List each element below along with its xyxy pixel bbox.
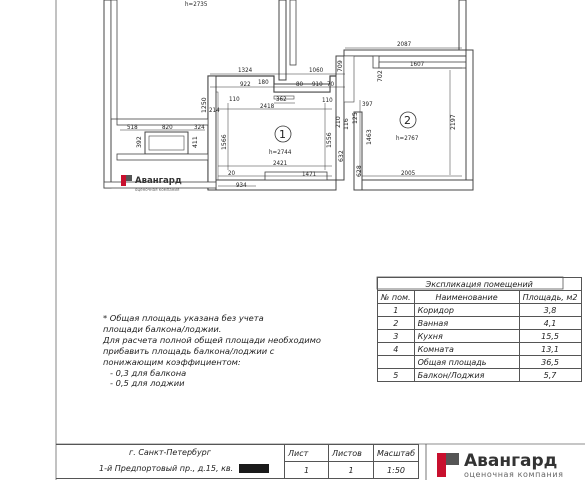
note-line: - 0,3 для балкона (110, 367, 187, 378)
dim-180: 180 (258, 79, 269, 86)
row-number: 3 (378, 330, 415, 343)
row-number (378, 356, 415, 369)
wall-bath-right (466, 50, 473, 190)
dim-922: 922 (240, 81, 251, 88)
logo-small-tagline: оценочная компания (135, 187, 180, 192)
note-line: Для расчета полной общей площади необходимо (103, 334, 322, 345)
dim-362: 362 (276, 96, 287, 103)
dim-2418: 2418 (260, 103, 275, 110)
dim-632: 632 (338, 150, 345, 162)
dim-80: 80 (296, 81, 304, 88)
table-row (378, 356, 582, 369)
dim-820: 820 (162, 124, 173, 131)
dim-1060: 1060 (309, 67, 324, 74)
dim-628: 628 (356, 165, 363, 177)
logo-small (121, 168, 182, 192)
logo-large-tagline: оценочная компания (464, 470, 564, 479)
dim-2087: 2087 (397, 41, 412, 48)
explication-title: Экспликация помещений (378, 278, 582, 291)
logo-large (437, 451, 564, 479)
row-name: Кухня (414, 330, 519, 343)
dim-910: 910 (312, 81, 323, 88)
dim-2005: 2005 (401, 170, 416, 177)
row-area: 5,7 (519, 369, 581, 382)
note-line: площади балкона/лоджии. (103, 323, 222, 334)
row-name: Ванная (414, 317, 519, 330)
dim-116: 116 (343, 118, 350, 130)
wall-right-top (459, 0, 466, 50)
wall-center-top-2 (290, 0, 296, 65)
row-name: Коридор (414, 304, 519, 317)
row-number: 2 (378, 317, 415, 330)
table-row (378, 343, 582, 356)
wall-left-outer (104, 0, 111, 188)
dim-324: 324 (194, 124, 205, 131)
wall-corridor-left (208, 76, 216, 190)
logo-large-name: Авангард (464, 451, 558, 471)
wall-left-inner (111, 0, 117, 119)
room-1-number: 1 (279, 128, 286, 141)
address: 1-й Предпортовый пр., д.15, кв. (99, 464, 234, 473)
dim-1566: 1566 (221, 134, 228, 150)
note-line: понижающим коэффициентом: (103, 356, 241, 367)
dim-214: 214 (209, 107, 220, 114)
col-header-area: Площадь, м2 (519, 291, 581, 304)
logo-small-name: Авангард (135, 176, 182, 186)
logo-large-mark (437, 453, 459, 477)
city: г. Санкт-Петербург (129, 448, 211, 457)
table-row (378, 369, 582, 382)
wall-center-top (279, 0, 286, 80)
dim-709: 709 (337, 60, 344, 72)
room-2-height: h=2767 (396, 135, 419, 142)
dim-2197: 2197 (450, 114, 457, 130)
dim-518: 518 (127, 124, 138, 131)
row-name: Общая площадь (414, 356, 519, 369)
note-line: прибавить площадь балкона/лоджии с (103, 345, 275, 356)
row-number: 4 (378, 343, 415, 356)
value-sheet: 1 (285, 462, 329, 479)
header-scale: Масштаб (374, 445, 419, 462)
dim-2421: 2421 (273, 160, 288, 167)
room-2-number: 2 (404, 114, 411, 127)
table-row (378, 317, 582, 330)
row-area: 4,1 (519, 317, 581, 330)
col-header-number: № пом. (378, 291, 415, 304)
dim-210: 210 (335, 116, 342, 128)
dim-411: 411 (192, 136, 199, 148)
row-number: 1 (378, 304, 415, 317)
address-cell (56, 445, 285, 479)
dim-934: 934 (236, 182, 247, 189)
dim-1250: 1250 (201, 97, 208, 113)
balcony-unit (145, 132, 188, 154)
dim-1471: 1471 (302, 171, 317, 178)
dim-20: 20 (228, 170, 236, 177)
wall-bath-top (344, 50, 466, 56)
logo-small-mark (121, 175, 132, 186)
wall-bath-bottom (362, 180, 473, 190)
dim-70: 70 (327, 81, 335, 88)
row-area: 3,8 (519, 304, 581, 317)
room-1-height: h=2744 (269, 149, 292, 156)
table-row (378, 304, 582, 317)
value-scale: 1:50 (374, 462, 419, 479)
wall-corridor-bottom (216, 180, 336, 190)
row-name: Балкон/Лоджия (414, 369, 519, 382)
dim-1463: 1463 (366, 129, 373, 145)
col-header-name: Наименование (414, 291, 519, 304)
dim-1607: 1607 (410, 61, 425, 68)
header-sheet: Лист (285, 445, 329, 462)
title-block (56, 444, 419, 479)
note-line: - 0,5 для лоджии (110, 378, 185, 389)
value-sheets: 1 (329, 462, 374, 479)
table-row (378, 330, 582, 343)
row-area: 15,5 (519, 330, 581, 343)
dim-702: 702 (377, 70, 384, 82)
dim-110-left: 110 (229, 96, 240, 103)
note-line: * Общая площадь указана без учета (103, 313, 264, 323)
height-top: h=2735 (185, 1, 208, 8)
dim-397: 397 (362, 101, 373, 108)
dim-110-right: 110 (322, 97, 333, 104)
dim-392: 392 (136, 136, 143, 148)
row-name: Комната (414, 343, 519, 356)
dim-125: 125 (352, 112, 359, 124)
explication-table (377, 277, 582, 382)
header-sheets: Листов (329, 445, 374, 462)
row-area: 13,1 (519, 343, 581, 356)
row-area: 36,5 (519, 356, 581, 369)
dim-1556: 1556 (326, 132, 333, 148)
redaction-bar (239, 464, 269, 473)
row-number: 5 (378, 369, 415, 382)
area-note (103, 313, 353, 389)
dim-1324: 1324 (238, 67, 253, 74)
